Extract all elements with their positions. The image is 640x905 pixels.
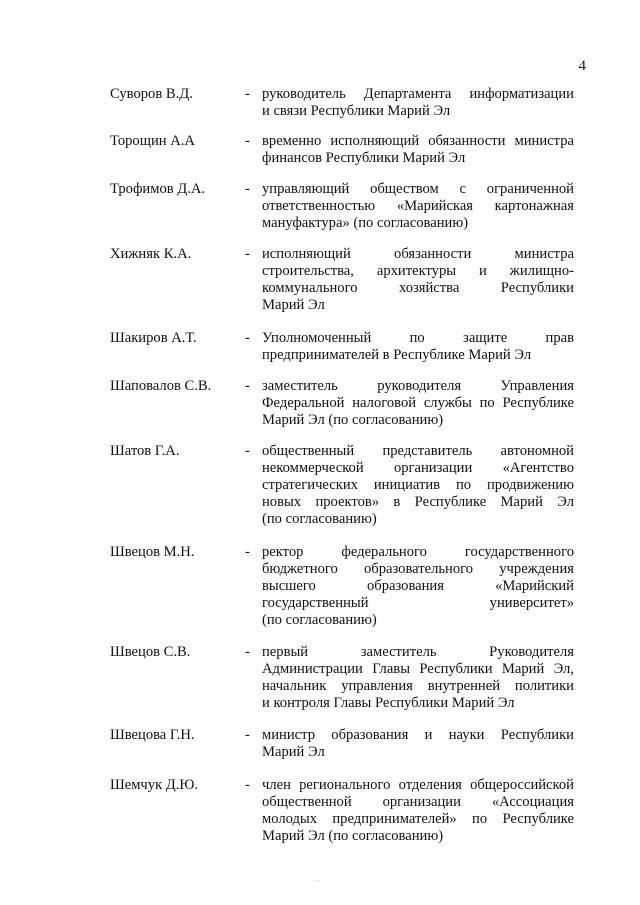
member-name: Трофимов Д.А.: [110, 181, 206, 197]
member-name: Шатов Г.А.: [110, 443, 180, 459]
position-line: заместитель руководителя Управления: [262, 378, 574, 394]
page-number: 4: [578, 58, 586, 74]
position-line: ректор федерального государственного: [262, 544, 574, 560]
member-name: Швецова Г.Н.: [110, 727, 195, 743]
member-position: [262, 777, 574, 845]
member-position: [262, 181, 574, 232]
position-line: управляющий обществом с ограниченной: [262, 181, 574, 197]
scan-speck: [318, 880, 319, 881]
position-line: государственный университет»: [262, 595, 574, 611]
position-line: общественный представитель автономной: [262, 443, 574, 459]
dash-separator: -: [245, 181, 250, 197]
position-line: Марий Эл (по согласованию): [262, 412, 444, 428]
position-line: новых проектов» в Республике Марий Эл: [262, 494, 574, 510]
member-position: [262, 330, 574, 364]
position-line: Федеральной налоговой службы по Республике: [262, 395, 574, 411]
dash-separator: -: [245, 544, 250, 560]
position-line: мануфактура» (по согласованию): [262, 215, 469, 231]
dash-separator: -: [245, 644, 250, 660]
member-position: [262, 246, 574, 314]
dash-separator: -: [245, 727, 250, 743]
member-name: Хижняк К.А.: [110, 246, 192, 262]
member-name: Суворов В.Д.: [110, 86, 193, 102]
position-line: Администрации Главы Республики Марий Эл,: [262, 661, 574, 677]
member-position: [262, 378, 574, 429]
position-line: Марий Эл (по согласованию): [262, 828, 444, 844]
member-position: [262, 644, 574, 712]
member-name: Шемчук Д.Ю.: [110, 777, 199, 793]
position-line: высшего образования «Марийский: [262, 578, 574, 594]
dash-separator: -: [245, 86, 250, 102]
position-line: стратегических инициатив по продвижению: [262, 477, 574, 493]
member-name: Торощин А.А: [110, 133, 195, 149]
member-name: Швецов М.Н.: [110, 544, 195, 560]
position-line: финансов Республики Марий Эл: [262, 150, 466, 166]
member-position: [262, 86, 574, 120]
dash-separator: -: [245, 133, 250, 149]
position-line: Марий Эл: [262, 297, 325, 313]
member-name: Шакиров А.Т.: [110, 330, 197, 346]
member-name: Швецов С.В.: [110, 644, 191, 660]
member-position: [262, 443, 574, 528]
member-position: [262, 133, 574, 167]
position-line: временно исполняющий обязанности министра: [262, 133, 574, 149]
position-line: молодых предпринимателей» по Республике: [262, 811, 574, 827]
dash-separator: -: [245, 246, 250, 262]
position-line: общественной организации «Ассоциация: [262, 794, 574, 810]
member-position: [262, 544, 574, 629]
position-line: строительства, архитектуры и жилищно-: [262, 263, 574, 279]
position-line: коммунального хозяйства Республики: [262, 280, 574, 296]
position-line: (по согласованию): [262, 612, 377, 628]
position-line: (по согласованию): [262, 511, 377, 527]
position-line: член регионального отделения общероссийской: [262, 777, 574, 793]
member-position: [262, 727, 574, 761]
dash-separator: -: [245, 330, 250, 346]
position-line: ответственностью «Марийская картонажная: [262, 198, 574, 214]
dash-separator: -: [245, 777, 250, 793]
position-line: Уполномоченный по защите прав: [262, 330, 574, 346]
position-line: министр образования и науки Республики: [262, 727, 574, 743]
position-line: Марий Эл: [262, 744, 325, 760]
dash-separator: -: [245, 378, 250, 394]
position-line: предпринимателей в Республике Марий Эл: [262, 347, 532, 363]
position-line: некоммерческой организации «Агентство: [262, 460, 574, 476]
dash-separator: -: [245, 443, 250, 459]
member-name: Шаповалов С.В.: [110, 378, 212, 394]
position-line: первый заместитель Руководителя: [262, 644, 574, 660]
position-line: начальник управления внутренней политики: [262, 678, 574, 694]
position-line: и контроля Главы Республики Марий Эл: [262, 695, 515, 711]
position-line: руководитель Департамента информатизации: [262, 86, 574, 102]
position-line: бюджетного образовательного учреждения: [262, 561, 574, 577]
position-line: исполняющий обязанности министра: [262, 246, 574, 262]
position-line: и связи Республики Марий Эл: [262, 103, 451, 119]
